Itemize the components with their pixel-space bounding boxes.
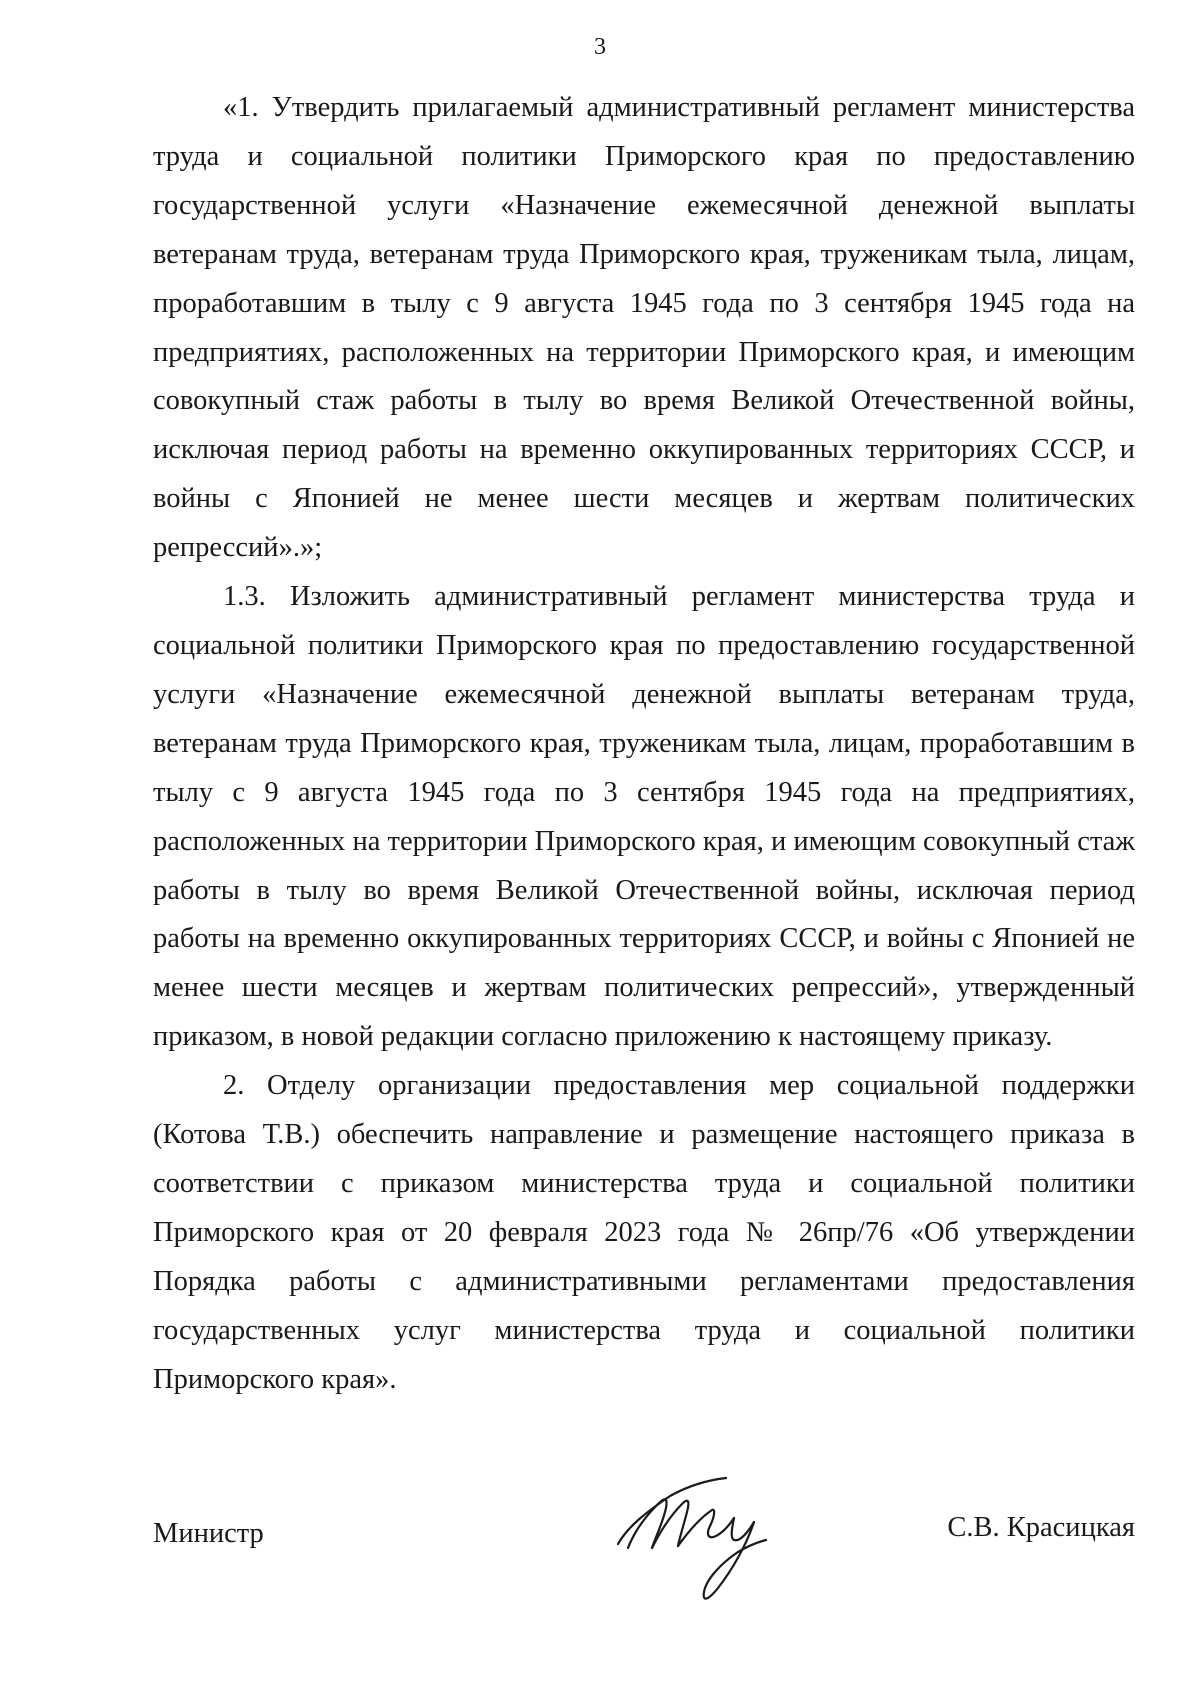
handwritten-signature bbox=[608, 1466, 778, 1616]
signature-block bbox=[153, 1476, 1135, 1626]
signatory-role: Министр bbox=[153, 1518, 264, 1549]
document-body bbox=[153, 84, 1135, 1404]
signatory-name: С.В. Красицкая bbox=[947, 1512, 1135, 1543]
paragraph-1: «1. Утвердить прилагаемый административный регламент министерства труда и социальной политики Приморского края по предоставлению государственной услуги «Назначение ежемесячной денежной выплаты ветеранам труда, ветеранам труда Приморского края, труженикам тыла, лицам, проработавшим в тылу с 9 августа 1945 года по 3 сентября 1945 года на предприятиях, расположенных на территории Приморского края, и имеющим совокупный стаж работы в тылу во время Великой Отечественной войны, исключая период работы на временно оккупированных территориях СССР, и войны с Японией не менее шести месяцев и жертвам политических репрессий».»; bbox=[153, 92, 1135, 564]
page-number: 3 bbox=[594, 34, 606, 60]
paragraph-2: 2. Отделу организации предоставления мер социальной поддержки (Котова Т.В.) обеспечить направление и размещение настоящего приказа в соответствии с приказом министерства труда и социальной политики Приморского края от 20 февраля 2023 года № 26пр/76 «Об утверждении Порядка работы с административными регламентами предоставления государственных услуг министерства труда и социальной политики Приморского края». bbox=[153, 1070, 1135, 1395]
paragraph-1-3: 1.3. Изложить административный регламент министерства труда и социальной политики Приморского края по предоставлению государственной услуги «Назначение ежемесячной денежной выплаты ветеранам труда, ветеранам труда Приморского края, труженикам тыла, лицам, проработавшим в тылу с 9 августа 1945 года по 3 сентября 1945 года на предприятиях, расположенных на территории Приморского края, и имеющим совокупный стаж работы в тылу во время Великой Отечественной войны, исключая период работы на временно оккупированных территориях СССР, и войны с Японией не менее шести месяцев и жертвам политических репрессий», утвержденный приказом, в новой редакции согласно приложению к настоящему приказу. bbox=[153, 581, 1135, 1053]
